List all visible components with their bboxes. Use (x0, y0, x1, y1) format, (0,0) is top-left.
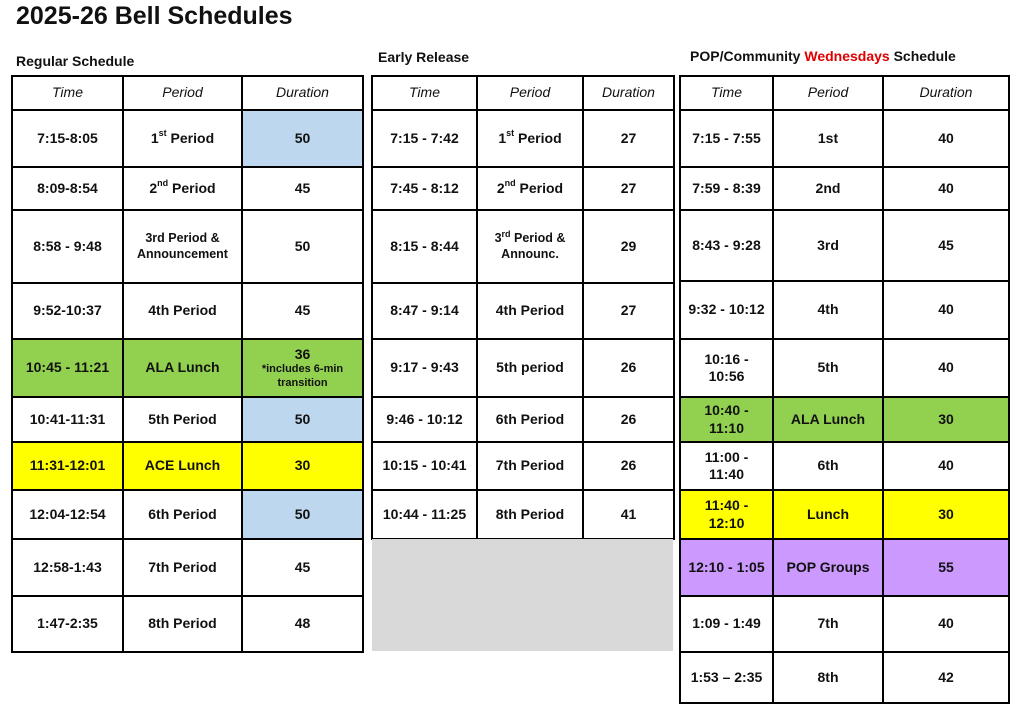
period-cell: 8th (773, 652, 883, 703)
duration-cell: 27 (583, 167, 674, 210)
table-row (680, 281, 1009, 339)
time-cell: 11:31-12:01 (12, 442, 123, 490)
pop-heading-wednesdays: Wednesdays (804, 48, 890, 64)
table-header-row (372, 76, 674, 110)
period-cell: 8th Period (123, 596, 242, 652)
duration-cell: 30 (883, 397, 1009, 442)
duration-cell: 50 (242, 397, 363, 442)
time-cell: 10:15 - 10:41 (372, 442, 477, 490)
time-cell: 10:41-11:31 (12, 397, 123, 442)
duration-cell: 50 (242, 110, 363, 167)
column-header-duration: Duration (583, 76, 674, 110)
time-cell: 8:58 - 9:48 (12, 210, 123, 283)
time-cell: 12:04-12:54 (12, 490, 123, 539)
period-cell: 6th (773, 442, 883, 490)
table-row (12, 442, 363, 490)
period-cell: 6th Period (123, 490, 242, 539)
table-row (12, 339, 363, 397)
table-row (680, 490, 1009, 539)
time-cell: 9:17 - 9:43 (372, 339, 477, 397)
duration-cell: 45 (883, 210, 1009, 281)
period-cell: 4th Period (477, 283, 583, 339)
table-row (372, 283, 674, 339)
early-release-table-wrap (371, 75, 675, 540)
time-cell: 8:43 - 9:28 (680, 210, 773, 281)
period-cell: 5th period (477, 339, 583, 397)
time-cell: 8:15 - 8:44 (372, 210, 477, 283)
period-cell: 6th Period (477, 397, 583, 442)
time-cell: 12:10 - 1:05 (680, 539, 773, 596)
pop-heading-post: Schedule (889, 48, 956, 64)
table-row (12, 596, 363, 652)
duration-cell: 40 (883, 339, 1009, 397)
table-row (372, 210, 674, 283)
duration-cell: 26 (583, 397, 674, 442)
table-row (12, 110, 363, 167)
early-release-table (371, 75, 675, 540)
table-row (680, 596, 1009, 652)
time-cell: 1:47-2:35 (12, 596, 123, 652)
early-release-empty-area (372, 539, 673, 651)
table-row (372, 110, 674, 167)
duration-cell: 36 *includes 6-min transition (242, 339, 363, 397)
table-row (680, 210, 1009, 281)
duration-cell: 40 (883, 281, 1009, 339)
column-header-period: Period (477, 76, 583, 110)
pop-schedule-heading (690, 48, 956, 64)
time-cell: 9:52-10:37 (12, 283, 123, 339)
duration-cell: 40 (883, 442, 1009, 490)
duration-cell: 55 (883, 539, 1009, 596)
duration-note: *includes 6-min transition (261, 363, 344, 389)
time-cell: 7:15 - 7:42 (372, 110, 477, 167)
period-cell: 4th Period (123, 283, 242, 339)
period-cell: 1st (773, 110, 883, 167)
time-cell: 8:09-8:54 (12, 167, 123, 210)
time-cell: 10:45 - 11:21 (12, 339, 123, 397)
column-header-time: Time (12, 76, 123, 110)
table-row (12, 397, 363, 442)
duration-cell: 50 (242, 490, 363, 539)
table-row (372, 167, 674, 210)
duration-cell: 29 (583, 210, 674, 283)
period-cell: 1st Period (477, 110, 583, 167)
period-cell: 5th (773, 339, 883, 397)
table-row (680, 442, 1009, 490)
duration-cell: 45 (242, 167, 363, 210)
table-header-row (12, 76, 363, 110)
column-header-period: Period (773, 76, 883, 110)
duration-cell: 40 (883, 596, 1009, 652)
duration-cell: 45 (242, 539, 363, 596)
time-cell: 7:15 - 7:55 (680, 110, 773, 167)
table-row (372, 397, 674, 442)
time-cell: 8:47 - 9:14 (372, 283, 477, 339)
table-row (680, 110, 1009, 167)
duration-cell: 45 (242, 283, 363, 339)
regular-schedule-table (11, 75, 364, 653)
time-cell: 1:53 – 2:35 (680, 652, 773, 703)
table-row (680, 167, 1009, 210)
time-cell: 7:45 - 8:12 (372, 167, 477, 210)
period-cell: POP Groups (773, 539, 883, 596)
column-header-time: Time (680, 76, 773, 110)
time-cell: 1:09 - 1:49 (680, 596, 773, 652)
regular-schedule-heading: Regular Schedule (16, 53, 135, 69)
duration-cell: 26 (583, 442, 674, 490)
time-cell: 11:00 - 11:40 (680, 442, 773, 490)
table-row (12, 539, 363, 596)
period-cell: Lunch (773, 490, 883, 539)
time-cell: 10:44 - 11:25 (372, 490, 477, 539)
column-header-duration: Duration (883, 76, 1009, 110)
pop-heading-pre: POP/Community (690, 48, 805, 64)
duration-cell: 30 (242, 442, 363, 490)
table-row (680, 652, 1009, 703)
duration-cell: 42 (883, 652, 1009, 703)
table-row (372, 442, 674, 490)
period-cell: 3rd Period & Announc. (477, 210, 583, 283)
table-row (12, 167, 363, 210)
duration-cell: 41 (583, 490, 674, 539)
duration-cell: 50 (242, 210, 363, 283)
table-row (680, 397, 1009, 442)
duration-cell: 30 (883, 490, 1009, 539)
period-cell: 2nd Period (123, 167, 242, 210)
time-cell: 11:40 - 12:10 (680, 490, 773, 539)
duration-cell: 40 (883, 167, 1009, 210)
pop-schedule-table-wrap (679, 75, 1010, 704)
period-cell: 2nd (773, 167, 883, 210)
table-row (372, 339, 674, 397)
period-cell: 7th (773, 596, 883, 652)
period-cell: ALA Lunch (123, 339, 242, 397)
time-cell: 12:58-1:43 (12, 539, 123, 596)
table-row (12, 283, 363, 339)
table-row (372, 490, 674, 539)
period-cell: 4th (773, 281, 883, 339)
period-cell: 3rd (773, 210, 883, 281)
column-header-duration: Duration (242, 76, 363, 110)
period-cell: 5th Period (123, 397, 242, 442)
duration-cell: 40 (883, 110, 1009, 167)
duration-cell: 48 (242, 596, 363, 652)
time-cell: 7:59 - 8:39 (680, 167, 773, 210)
time-cell: 7:15-8:05 (12, 110, 123, 167)
table-row (12, 210, 363, 283)
regular-schedule-table-wrap (11, 75, 364, 653)
table-row (680, 539, 1009, 596)
time-cell: 9:46 - 10:12 (372, 397, 477, 442)
table-row (680, 339, 1009, 397)
early-release-heading: Early Release (378, 49, 470, 65)
period-cell: 7th Period (477, 442, 583, 490)
duration-cell: 27 (583, 110, 674, 167)
duration-cell: 27 (583, 283, 674, 339)
time-cell: 10:16 - 10:56 (680, 339, 773, 397)
page-title: 2025-26 Bell Schedules (16, 2, 293, 30)
period-cell: 8th Period (477, 490, 583, 539)
period-cell: 2nd Period (477, 167, 583, 210)
pop-schedule-table (679, 75, 1010, 704)
time-cell: 10:40 - 11:10 (680, 397, 773, 442)
column-header-time: Time (372, 76, 477, 110)
table-row (12, 490, 363, 539)
period-cell: 1st Period (123, 110, 242, 167)
period-cell: 3rd Period & Announcement (123, 210, 242, 283)
period-cell: ACE Lunch (123, 442, 242, 490)
period-cell: 7th Period (123, 539, 242, 596)
time-cell: 9:32 - 10:12 (680, 281, 773, 339)
table-header-row (680, 76, 1009, 110)
period-cell: ALA Lunch (773, 397, 883, 442)
column-header-period: Period (123, 76, 242, 110)
duration-cell: 26 (583, 339, 674, 397)
